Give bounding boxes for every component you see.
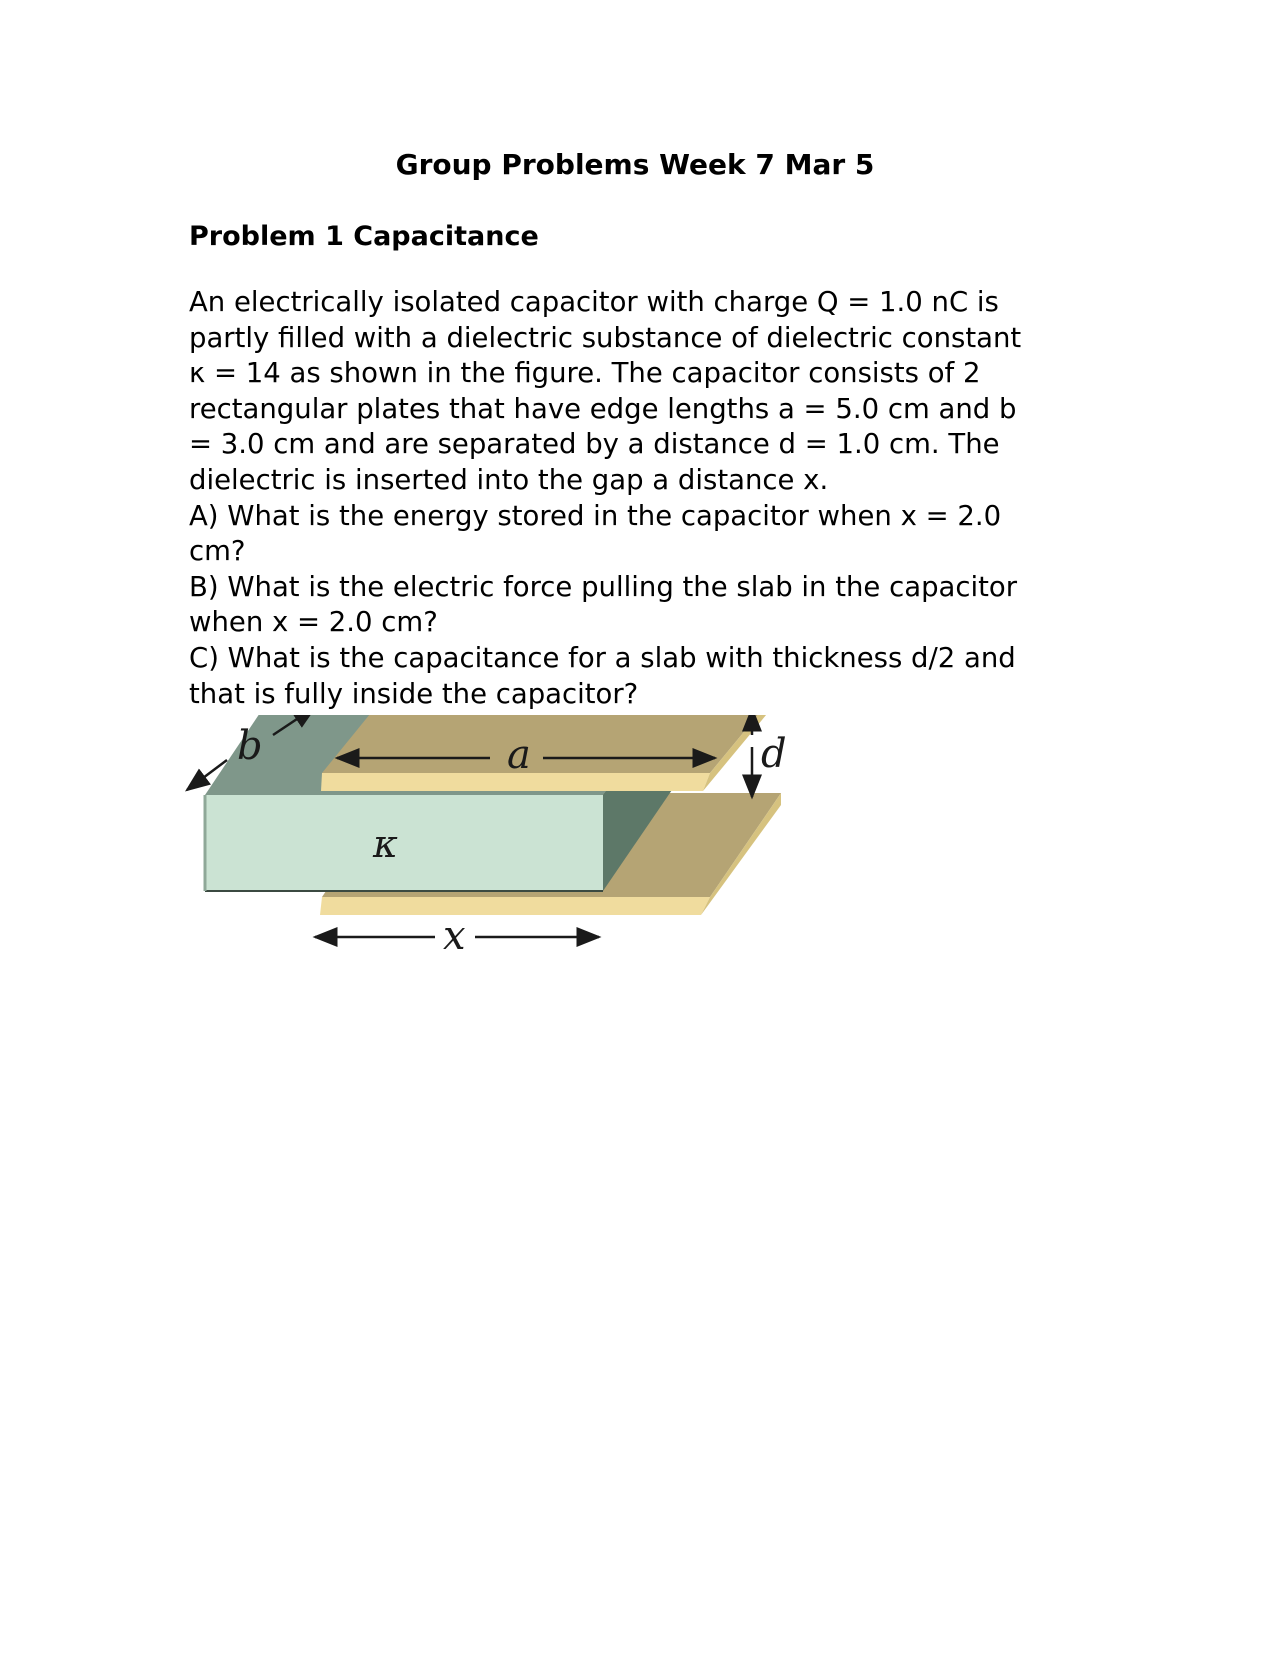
label-x: x [443,913,466,959]
statement-line: κ = 14 as shown in the figure. The capacitor consists of 2 [189,357,981,390]
label-kappa: κ [373,822,398,866]
top-plate [322,715,781,773]
problem-statement [189,285,1089,712]
statement-line: rectangular plates that have edge lengths a = 5.0 cm and b [189,392,1017,425]
label-a: a [507,732,531,778]
page-title: Group Problems Week 7 Mar 5 [395,148,875,181]
label-d: d [761,731,787,777]
dielectric-front [205,795,603,891]
question-b-continued: when x = 2.0 cm? [189,606,438,639]
statement-line: An electrically isolated capacitor with charge Q = 1.0 nC is [189,286,999,318]
bottom-plate-edge [320,897,710,915]
capacitor-figure [185,715,805,1015]
question-c-continued: that is fully inside the capacitor? [189,677,639,710]
statement-line: = 3.0 cm and are separated by a distance d = 1.0 cm. The [189,428,1000,461]
statement-line: partly filled with a dielectric substance of dielectric constant [189,321,1022,354]
question-b: B) What is the electric force pulling the slab in the capacitor [189,570,1018,603]
question-a-continued: cm? [189,535,246,568]
problem-heading: Problem 1 Capacitance [189,221,539,252]
label-b: b [237,723,263,769]
statement-line: dielectric is inserted into the gap a distance x. [189,463,829,496]
question-a: A) What is the energy stored in the capacitor when x = 2.0 [189,499,1002,532]
question-c: C) What is the capacitance for a slab with thickness d/2 and [189,641,1016,674]
